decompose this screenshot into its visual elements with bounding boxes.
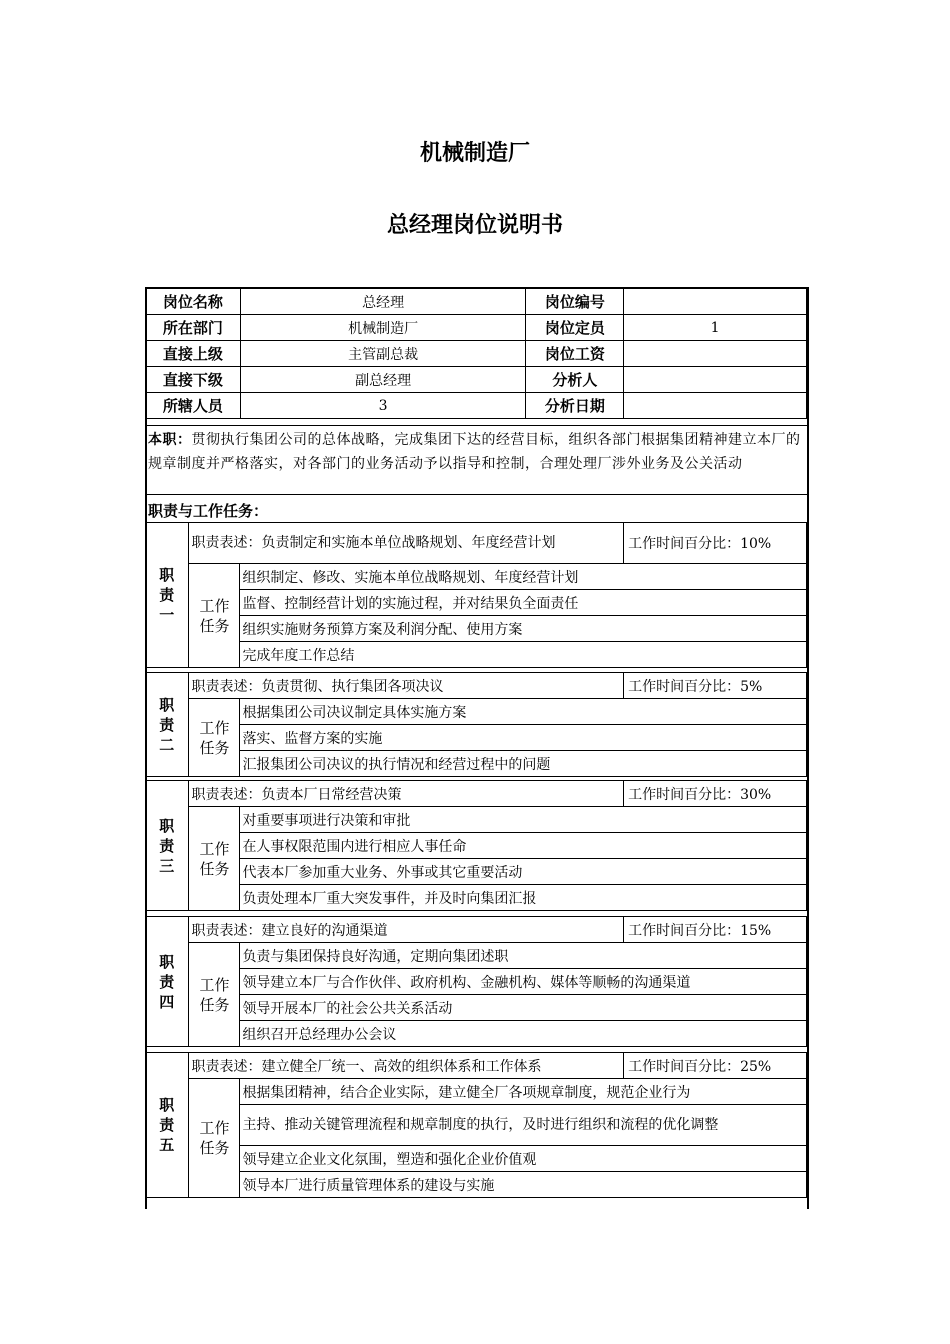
info-label: 直接上级 [146, 341, 241, 367]
info-label: 分析人 [526, 367, 624, 393]
duty-description: 职责表述：负责本厂日常经营决策 [189, 781, 624, 807]
work-task-label: 工作 任务 [189, 564, 240, 668]
info-row [146, 393, 807, 419]
info-value [624, 393, 807, 419]
info-value [624, 341, 807, 367]
duty-description: 职责表述：建立健全厂统一、高效的组织体系和工作体系 [189, 1053, 624, 1079]
duty-block [145, 1052, 807, 1198]
time-percentage: 工作时间百分比：25% [624, 1053, 807, 1079]
info-row [146, 341, 807, 367]
info-label: 岗位定员 [526, 315, 624, 341]
task-item: 根据集团公司决议制定具体实施方案 [240, 699, 807, 725]
info-label: 岗位编号 [526, 289, 624, 315]
basic-info-table [145, 288, 807, 419]
work-task-label: 工作 任务 [189, 699, 240, 777]
duty-title: 职 责 五 [145, 1053, 189, 1198]
duty-block [145, 780, 807, 911]
task-item: 领导开展本厂的社会公共关系活动 [240, 995, 807, 1021]
info-label: 分析日期 [526, 393, 624, 419]
info-label: 所在部门 [146, 315, 241, 341]
task-item: 领导本厂进行质量管理体系的建设与实施 [240, 1172, 807, 1198]
task-item: 组织召开总经理办公会议 [240, 1021, 807, 1047]
info-row [146, 315, 807, 341]
info-value: 主管副总裁 [240, 341, 526, 367]
info-value: 3 [240, 393, 526, 419]
task-item: 汇报集团公司决议的执行情况和经营过程中的问题 [240, 751, 807, 777]
task-item: 根据集团精神，结合企业实际，建立健全厂各项规章制度，规范企业行为 [240, 1079, 807, 1105]
task-item: 负责与集团保持良好沟通，定期向集团述职 [240, 943, 807, 969]
task-item: 负责处理本厂重大突发事件，并及时向集团汇报 [240, 885, 807, 911]
duty-description: 职责表述：建立良好的沟通渠道 [189, 917, 624, 943]
job-summary-label: 本职： [148, 432, 192, 448]
task-item: 对重要事项进行决策和审批 [240, 807, 807, 833]
work-task-label: 工作 任务 [189, 1079, 240, 1198]
task-item: 代表本厂参加重大业务、外事或其它重要活动 [240, 859, 807, 885]
task-item: 落实、监督方案的实施 [240, 725, 807, 751]
info-label: 岗位工资 [526, 341, 624, 367]
duty-description: 职责表述：负责贯彻、执行集团各项决议 [189, 673, 624, 699]
duty-description: 职责表述：负责制定和实施本单位战略规划、年度经营计划 [189, 523, 624, 564]
job-summary-text: 贯彻执行集团公司的总体战略，完成集团下达的经营目标，组织各部门根据集团精神建立本厂的规章制度并严格落实，对各部门的业务活动予以指导和控制，合理处理厂涉外业务及公关活动 [148, 432, 801, 472]
document-title: 总经理岗位说明书 [386, 213, 563, 238]
info-label: 直接下级 [146, 367, 241, 393]
duty-title: 职 责 一 [145, 523, 189, 668]
info-row [146, 289, 807, 315]
duty-title: 职 责 三 [145, 781, 189, 911]
info-value: 1 [624, 315, 807, 341]
duty-block [145, 672, 807, 777]
info-value: 总经理 [240, 289, 526, 315]
task-item: 主持、推动关键管理流程和规章制度的执行，及时进行组织和流程的优化调整 [240, 1105, 807, 1146]
job-summary [145, 425, 807, 495]
info-label: 所辖人员 [146, 393, 241, 419]
task-item: 领导建立本厂与合作伙伴、政府机构、金融机构、媒体等顺畅的沟通渠道 [240, 969, 807, 995]
info-row [146, 367, 807, 393]
time-percentage: 工作时间百分比：15% [624, 917, 807, 943]
duty-title: 职 责 四 [145, 917, 189, 1047]
info-value [624, 367, 807, 393]
work-task-label: 工作 任务 [189, 943, 240, 1047]
time-percentage: 工作时间百分比：5% [624, 673, 807, 699]
duty-block [145, 916, 807, 1047]
info-value [624, 289, 807, 315]
info-label: 岗位名称 [146, 289, 241, 315]
duty-block [145, 522, 807, 668]
time-percentage: 工作时间百分比：30% [624, 781, 807, 807]
task-item: 在人事权限范围内进行相应人事任命 [240, 833, 807, 859]
time-percentage: 工作时间百分比：10% [624, 523, 807, 564]
task-item: 领导建立企业文化氛围，塑造和强化企业价值观 [240, 1146, 807, 1172]
duties-heading: 职责与工作任务： [148, 502, 269, 520]
task-item: 组织实施财务预算方案及利润分配、使用方案 [240, 616, 807, 642]
task-item: 监督、控制经营计划的实施过程，并对结果负全面责任 [240, 590, 807, 616]
duty-title: 职 责 二 [145, 673, 189, 777]
info-value: 机械制造厂 [240, 315, 526, 341]
company-title: 机械制造厂 [419, 141, 530, 166]
task-item: 组织制定、修改、实施本单位战略规划、年度经营计划 [240, 564, 807, 590]
info-value: 副总经理 [240, 367, 526, 393]
work-task-label: 工作 任务 [189, 807, 240, 911]
task-item: 完成年度工作总结 [240, 642, 807, 668]
